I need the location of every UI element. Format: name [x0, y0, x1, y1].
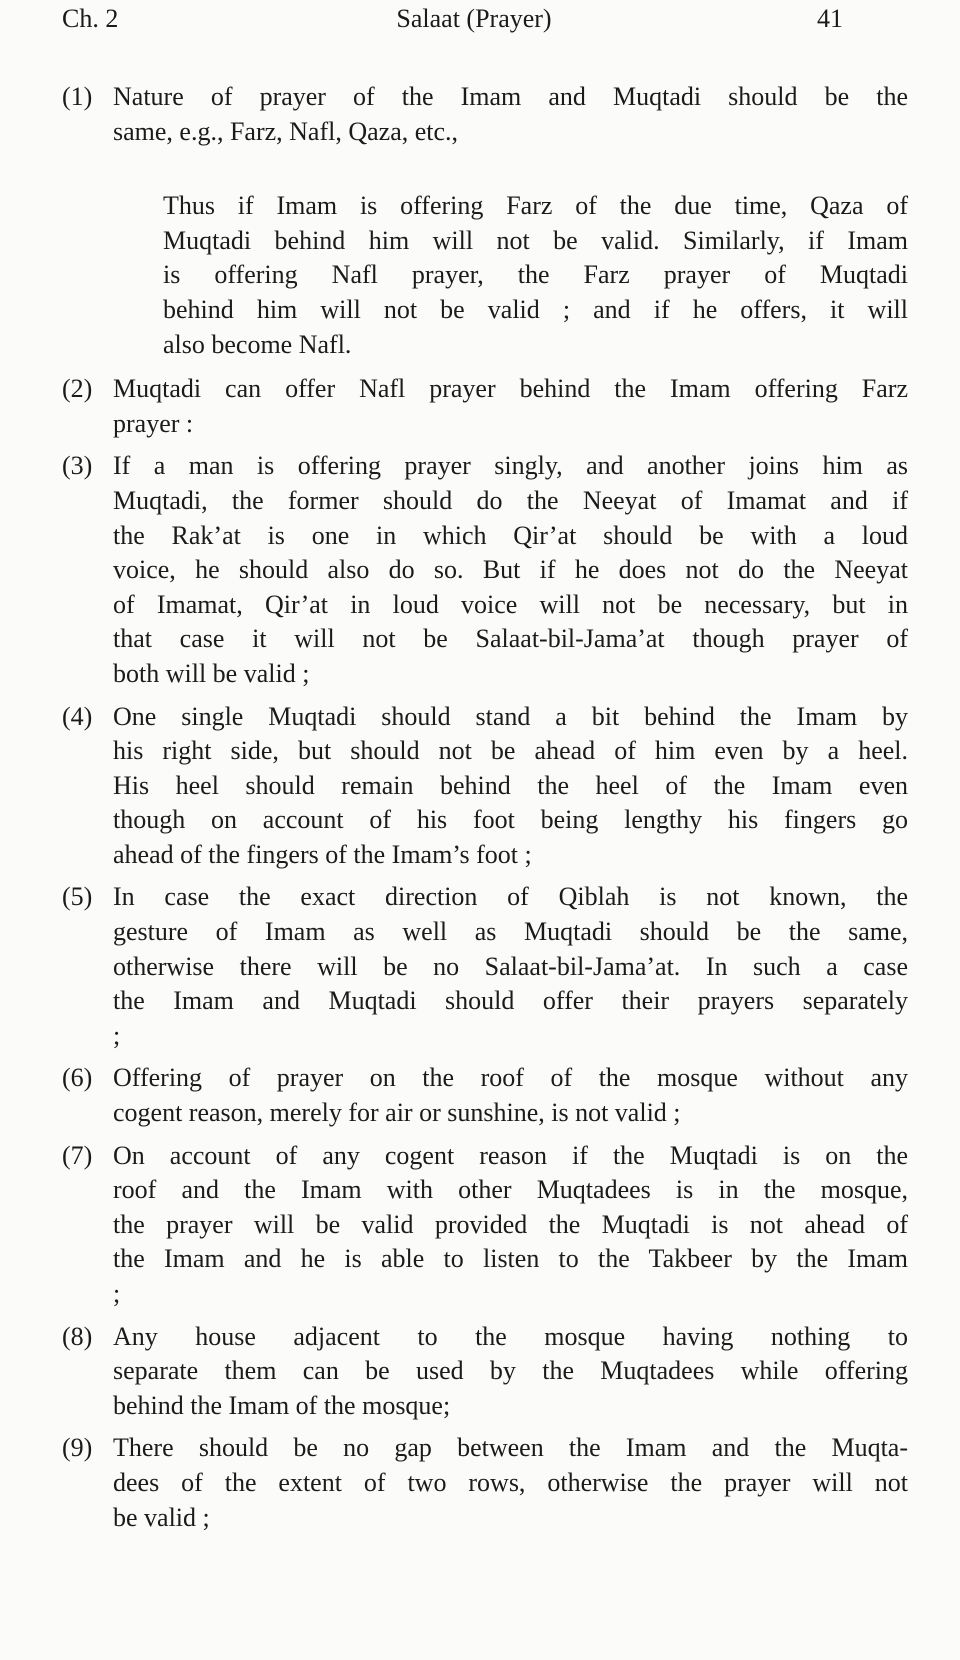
text-line: is offering Nafl prayer, the Farz prayer of Muqtadi: [163, 260, 908, 290]
text-line: Thus if Imam is offering Farz of the due time, Qaza of: [163, 191, 908, 221]
text-line: gesture of Imam as well as Muqtadi should be the same,: [113, 917, 908, 947]
text-line: behind him will not be valid ; and if he offers, it will: [163, 294, 908, 324]
item-text: [113, 1320, 960, 1424]
chapter-label: Ch. 2: [62, 4, 119, 33]
text-line: In case the exact direction of Qiblah is not known, the: [113, 882, 908, 912]
text-line: Muqtadi, the former should do the Neeyat of Imamat and if: [113, 485, 908, 515]
item-number: (9): [62, 1433, 93, 1463]
item-number: (2): [62, 374, 93, 404]
text-line: dees of the extent of two rows, otherwise the prayer will not: [113, 1467, 908, 1497]
text-line: Muqtadi behind him will not be valid. Similarly, if Imam: [163, 225, 908, 255]
item-text: [113, 449, 960, 691]
text-line: otherwise there will be no Salaat-bil-Jama’at. In such a case: [113, 951, 908, 981]
text-line: One single Muqtadi should stand a bit behind the Imam by: [113, 701, 908, 731]
text-line: behind the Imam of the mosque;: [113, 1390, 451, 1420]
page-title: Salaat (Prayer): [396, 4, 552, 33]
item-number: (1): [62, 82, 93, 111]
text-line: Muqtadi can offer Nafl prayer behind the Imam offering Farz: [113, 374, 908, 404]
text-line: the Rak’at is one in which Qir’at should be with a loud: [113, 520, 908, 550]
text-line: cogent reason, merely for air or sunshine, is not valid ;: [113, 1098, 681, 1128]
text-line: both will be valid ;: [113, 658, 310, 688]
text-line: his right side, but should not be ahead of him even by a heel.: [113, 736, 908, 766]
item-number: (5): [62, 882, 93, 912]
text-line: roof and the Imam with other Muqtadees is in the mosque,: [113, 1175, 908, 1205]
text-line: ;: [113, 1020, 121, 1050]
text-line: be valid ;: [113, 1502, 210, 1532]
text-line: voice, he should also do so. But if he does not do the Neeyat: [113, 555, 908, 585]
item-text: [113, 700, 960, 873]
text-line: separate them can be used by the Muqtadees while offering: [113, 1356, 908, 1386]
item-number: (7): [62, 1140, 93, 1170]
text-line: same, e.g., Farz, Nafl, Qaza, etc.,: [113, 116, 459, 146]
list-item: [0, 80, 960, 362]
list-item: [0, 1320, 960, 1424]
text-line: If a man is offering prayer singly, and another joins him as: [113, 451, 908, 481]
item-number: (8): [62, 1321, 93, 1351]
item-number: (3): [62, 451, 93, 481]
text-line: the Imam and he is able to listen to the Takbeer by the Imam: [113, 1244, 908, 1274]
list-item: [0, 700, 960, 873]
text-line: Nature of prayer of the Imam and Muqtadi should be the: [113, 82, 908, 111]
item-text: [113, 1139, 960, 1312]
text-line: ;: [113, 1279, 121, 1308]
text-line: prayer :: [113, 408, 194, 438]
text-line: His heel should remain behind the heel of the Imam even: [113, 770, 908, 800]
list-item: [0, 1431, 960, 1535]
item-text: [113, 372, 960, 441]
item-text: [113, 1061, 960, 1130]
text-line: Offering of prayer on the roof of the mosque without any: [113, 1063, 908, 1093]
text-line: ahead of the fingers of the Imam’s foot ;: [113, 839, 532, 869]
list-item: [0, 449, 960, 691]
list-item: [0, 1139, 960, 1312]
item-text: [113, 80, 960, 149]
text-line: Any house adjacent to the mosque having nothing to: [113, 1321, 908, 1351]
text-line: There should be no gap between the Imam and the Muqta-: [113, 1433, 908, 1463]
page-number: 41: [817, 4, 843, 33]
text-line: the prayer will be valid provided the Muqtadi is not ahead of: [113, 1209, 908, 1239]
text-line: the Imam and Muqtadi should offer their prayers separately: [113, 986, 908, 1016]
text-line: of Imamat, Qir’at in loud voice will not be necessary, but in: [113, 589, 908, 619]
item-number: (6): [62, 1063, 93, 1093]
list-item: [0, 372, 960, 441]
text-line: that case it will not be Salaat-bil-Jama’at though prayer of: [113, 624, 908, 654]
item-number: (4): [62, 701, 93, 731]
item-text: [113, 880, 960, 1053]
content-list: [0, 80, 960, 1535]
text-line: also become Nafl.: [163, 329, 352, 359]
text-line: On account of any cogent reason if the Muqtadi is on the: [113, 1140, 908, 1170]
list-item: [0, 1061, 960, 1130]
page-header: [0, 0, 960, 40]
text-line: though on account of his foot being lengthy his fingers go: [113, 805, 908, 835]
item-text: [113, 1431, 960, 1535]
sub-paragraph: [163, 189, 960, 362]
list-item: [0, 880, 960, 1053]
